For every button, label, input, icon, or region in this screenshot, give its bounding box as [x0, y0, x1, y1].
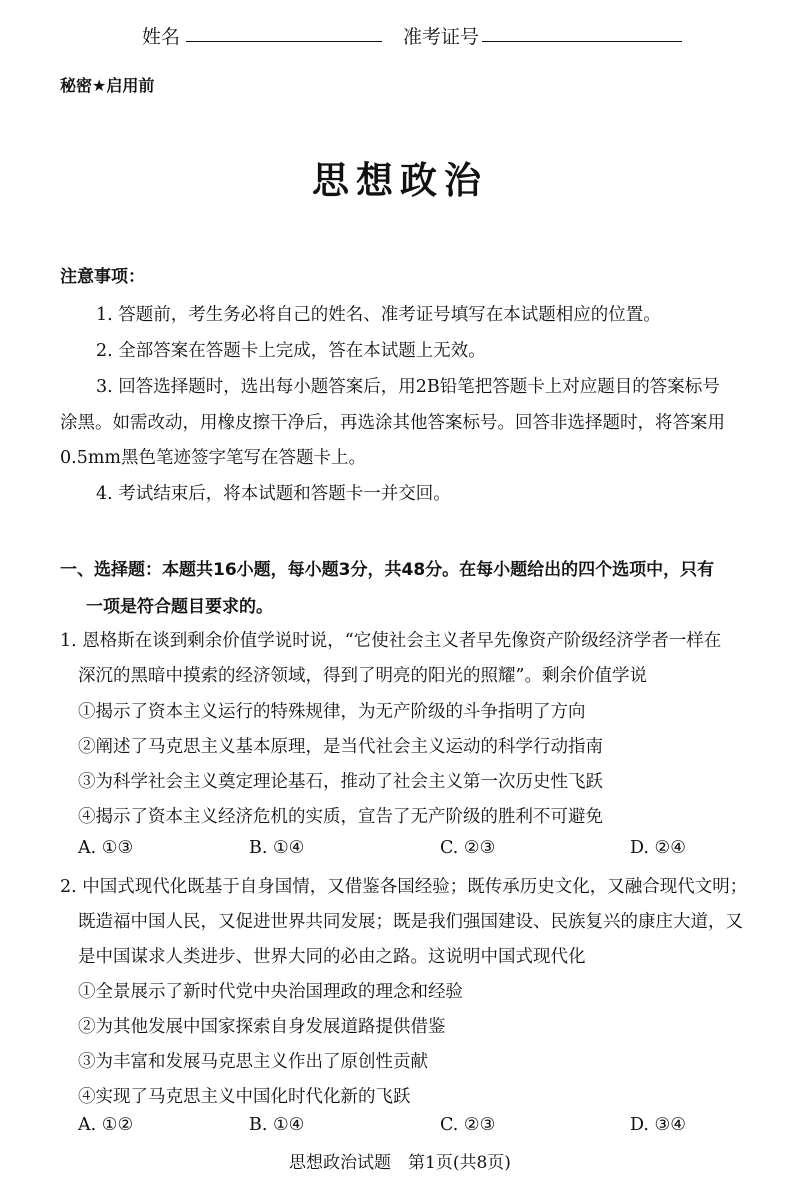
question-item: ③为丰富和发展马克思主义作出了原创性贡献 — [78, 1052, 428, 1072]
question-item: ④实现了马克思主义中国化时代化新的飞跃 — [78, 1087, 411, 1107]
question-stem: 2. 中国式现代化既基于自身国情，又借鉴各国经验；既传承历史文化，又融合现代文明； — [60, 877, 748, 897]
choice-b: B. ①④ — [249, 838, 305, 858]
question-item: ①全景展示了新时代党中央治国理政的理念和经验 — [78, 982, 463, 1002]
question-stem: 既造福中国人民，又促进世界共同发展；既是我们强国建设、民族复兴的康庄大道，又 — [78, 912, 743, 932]
exam-number-label: 准考证号 — [403, 26, 480, 48]
choice-b: B. ①④ — [249, 1115, 305, 1135]
notes-heading: 注意事项： — [60, 267, 145, 287]
question-stem: 深沉的黑暗中摸索的经济领域，得到了明亮的阳光的照耀”。剩余价值学说 — [78, 666, 647, 686]
question-item: ③为科学社会主义奠定理论基石，推动了社会主义第一次历史性飞跃 — [78, 772, 603, 792]
note-line: 3. 回答选择题时，选出每小题答案后，用2B铅笔把答题卡上对应题目的答案标号 — [96, 377, 720, 397]
note-line: 涂黑。如需改动，用橡皮擦干净后，再选涂其他答案标号。回答非选择题时，将答案用 — [60, 413, 725, 433]
secret-label: 秘密★启用前 — [60, 76, 155, 95]
section-heading-cont: 一项是符合题目要求的。 — [86, 597, 273, 617]
note-line: 4. 考试结束后，将本试题和答题卡一并交回。 — [96, 484, 451, 504]
page-footer: 思想政治试题 第1页(共8页) — [289, 1153, 511, 1173]
note-line: 0.5mm黑色笔迹签字笔写在答题卡上。 — [60, 448, 367, 468]
page-title: 思想政治 — [312, 159, 488, 202]
exam-number-underline — [482, 41, 682, 42]
choice-c: C. ②③ — [440, 1115, 496, 1135]
choice-c: C. ②③ — [440, 838, 496, 858]
question-item: ①揭示了资本主义运行的特殊规律，为无产阶级的斗争指明了方向 — [78, 702, 586, 722]
section-heading: 一、选择题：本题共16小题，每小题3分，共48分。在每小题给出的四个选项中，只有 — [60, 560, 715, 580]
choice-a: A. ①③ — [78, 838, 134, 858]
note-line: 1. 答题前，考生务必将自己的姓名、准考证号填写在本试题相应的位置。 — [96, 305, 661, 325]
choice-d: D. ③④ — [630, 1115, 686, 1135]
name-underline — [186, 41, 382, 42]
question-item: ②为其他发展中国家探索自身发展道路提供借鉴 — [78, 1017, 446, 1037]
question-item: ④揭示了资本主义经济危机的实质，宣告了无产阶级的胜利不可避免 — [78, 807, 603, 827]
question-stem: 是中国谋求人类进步、世界大同的必由之路。这说明中国式现代化 — [78, 947, 586, 967]
choice-a: A. ①② — [78, 1115, 134, 1135]
name-label: 姓名 — [142, 26, 181, 48]
question-item: ②阐述了马克思主义基本原理，是当代社会主义运动的科学行动指南 — [78, 737, 603, 757]
note-line: 2. 全部答案在答题卡上完成，答在本试题上无效。 — [96, 341, 486, 361]
choice-d: D. ②④ — [630, 838, 686, 858]
question-stem: 1. 恩格斯在谈到剩余价值学说时说，“它使社会主义者早先像资产阶级经济学者一样在 — [60, 631, 722, 651]
